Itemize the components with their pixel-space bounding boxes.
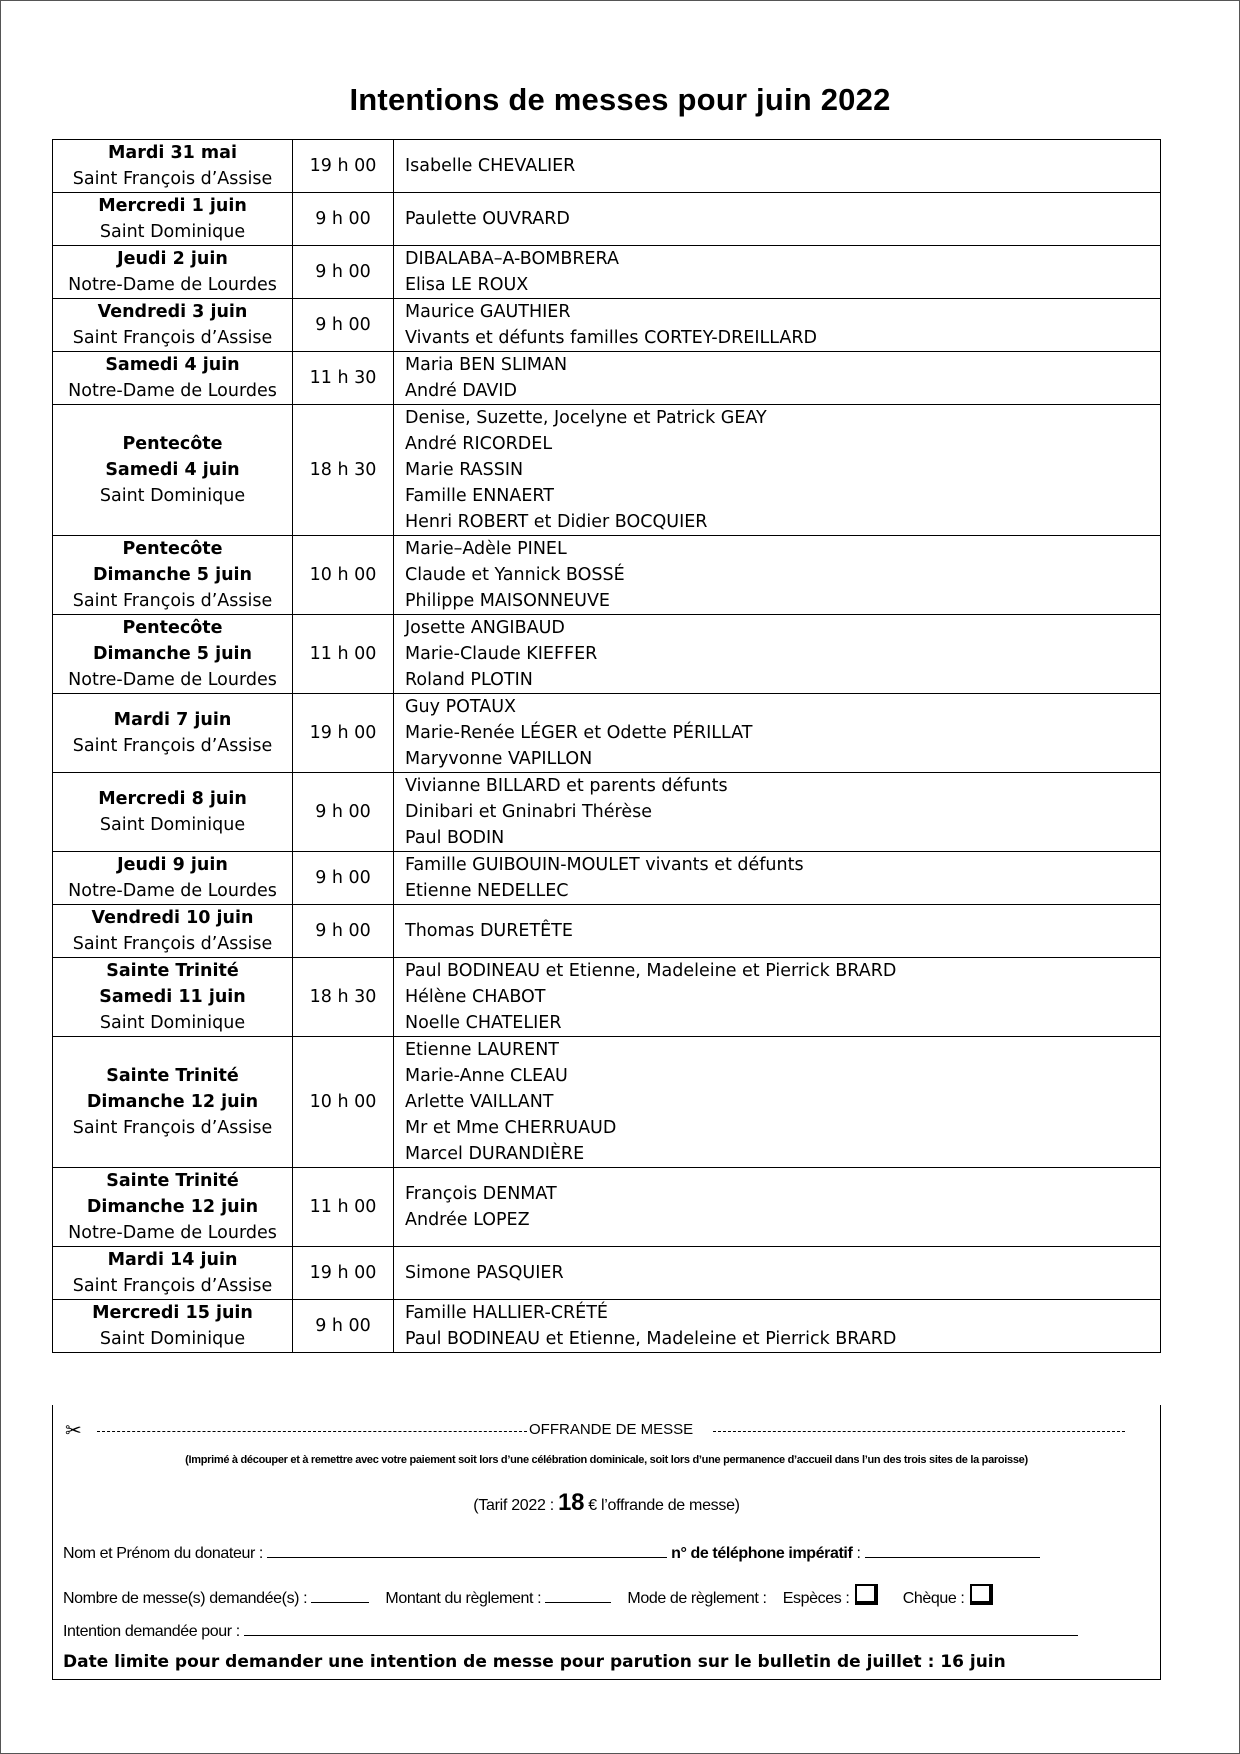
mass-time: 18 h 30 [309,987,377,1007]
mass-date-cell [53,352,293,405]
intention-name: Maurice GAUTHIER [405,302,571,322]
mass-time-cell [293,1037,394,1168]
intention-name: Josette ANGIBAUD [405,618,565,638]
mass-time: 9 h 00 [315,868,371,888]
mass-time: 18 h 30 [309,460,377,480]
table-row [53,615,1161,694]
mass-time: 9 h 00 [315,802,371,822]
intention-name: Dinibari et Gninabri Thérèse [405,802,652,822]
church-name: Saint Dominique [99,1013,246,1033]
mass-count-label: Nombre de messe(s) demandée(s) : [63,1590,308,1607]
intention-name: Thomas DURETÊTE [405,921,573,941]
intention-name: Marie-Anne CLEAU [405,1066,568,1086]
intention-name: Simone PASQUIER [405,1263,564,1283]
church-name: Saint Dominique [99,486,246,506]
intention-name: Elisa LE ROUX [405,275,529,295]
mass-date-cell [53,958,293,1037]
mass-time-cell [293,615,394,694]
intention-name: Denise, Suzette, Jocelyne et Patrick GEAY [405,408,767,428]
intention-name: Marie-Renée LÉGER et Odette PÉRILLAT [405,723,753,743]
mass-day-label: Pentecôte [122,434,223,454]
intentions-cell [394,773,1161,852]
mass-day-label: Vendredi 10 juin [91,908,254,928]
intentions-cell [394,852,1161,905]
mass-time-cell [293,1300,394,1353]
intention-name: Vivianne BILLARD et parents défunts [405,776,728,796]
mass-date-cell [53,140,293,193]
scissors-icon: ✂ [65,1420,82,1442]
mass-day-label: Vendredi 3 juin [97,302,248,322]
intentions-cell [394,536,1161,615]
phone-colon: : [852,1545,861,1562]
mass-date-cell [53,773,293,852]
mass-time: 11 h 00 [309,644,377,664]
mass-date-cell [53,1300,293,1353]
intention-name: Noelle CHATELIER [405,1013,562,1033]
church-name: Saint François d’Assise [72,736,273,756]
intentions-cell [394,1247,1161,1300]
mass-time-cell [293,1247,394,1300]
intention-name: Marcel DURANDIÈRE [405,1144,585,1164]
church-name: Saint François d’Assise [72,591,273,611]
mass-time: 9 h 00 [315,1316,371,1336]
amount-label: Montant du règlement : [385,1590,542,1607]
church-name: Notre-Dame de Lourdes [68,670,277,690]
cheque-checkbox[interactable] [970,1584,993,1605]
donor-row [63,1543,1040,1563]
intentions-cell [394,958,1161,1037]
intention-name: Paulette OUVRARD [405,209,570,229]
mass-day-label: Dimanche 5 juin [92,565,252,585]
mass-date-cell [53,615,293,694]
mass-day-label: Pentecôte [122,618,223,638]
mass-day-label: Mercredi 1 juin [98,196,247,216]
mass-day-label: Dimanche 5 juin [92,644,252,664]
coupon-instructions: (Imprimé à découper et à remettre avec votre paiement soit lors d’une célébration dominicale, soit lors d’une permanence d’accueil dans l’un des trois sites de la paroisse) [185,1454,1028,1466]
intentions-cell [394,352,1161,405]
intention-name: Mr et Mme CHERRUAUD [405,1118,617,1138]
cheque-label: Chèque : [902,1590,965,1607]
cut-dashes-right [713,1431,1125,1432]
table-row [53,193,1161,246]
intentions-cell [394,615,1161,694]
intention-name: Roland PLOTIN [405,670,533,690]
intention-name: Hélène CHABOT [405,987,546,1007]
intention-name: Etienne LAURENT [405,1040,559,1060]
cut-line [63,1421,1143,1441]
mass-date-cell [53,694,293,773]
mass-time-cell [293,536,394,615]
church-name: Saint François d’Assise [72,934,273,954]
mass-time: 19 h 00 [309,723,377,743]
table-row [53,246,1161,299]
table-row [53,1247,1161,1300]
intentions-cell [394,905,1161,958]
church-name: Saint Dominique [99,815,246,835]
intention-label: Intention demandée pour : [63,1623,240,1640]
tarif-line [53,1489,1160,1517]
mass-day-label: Mercredi 15 juin [92,1303,253,1323]
intentions-cell [394,1037,1161,1168]
church-name: Saint François d’Assise [72,1276,273,1296]
church-name: Saint Dominique [99,1329,246,1349]
mass-time: 9 h 00 [315,209,371,229]
tarif-suffix: € l’offrande de messe) [584,1497,740,1514]
intention-name: Marie RASSIN [405,460,524,480]
amount-field[interactable] [545,1588,611,1603]
mass-date-cell [53,1247,293,1300]
intentions-cell [394,1168,1161,1247]
tarif-amount: 18 [558,1489,585,1516]
intentions-cell [394,405,1161,536]
church-name: Saint François d’Assise [72,1118,273,1138]
mass-time-cell [293,1168,394,1247]
mass-intentions-table [52,139,1161,1353]
church-name: Saint François d’Assise [72,328,273,348]
donor-label: Nom et Prénom du donateur : [63,1545,263,1562]
mass-day-label: Sainte Trinité [106,1066,239,1086]
table-row [53,299,1161,352]
intention-name: Famille HALLIER-CRÉTÉ [405,1303,608,1323]
intention-name: André DAVID [405,381,517,401]
intention-name: Marie–Adèle PINEL [405,539,567,559]
mass-time: 19 h 00 [309,156,377,176]
intention-name: Arlette VAILLANT [405,1092,554,1112]
intention-name: Maryvonne VAPILLON [405,749,593,769]
mass-time-cell [293,694,394,773]
mass-day-label: Mercredi 8 juin [98,789,247,809]
church-name: Notre-Dame de Lourdes [68,381,277,401]
mass-date-cell [53,193,293,246]
table-row [53,1037,1161,1168]
mass-time: 9 h 00 [315,921,371,941]
table-row [53,1168,1161,1247]
intention-name: Famille GUIBOUIN-MOULET vivants et défunts [405,855,804,875]
intentions-cell [394,1300,1161,1353]
intentions-cell [394,140,1161,193]
table-row [53,536,1161,615]
table-row [53,1300,1161,1353]
mass-date-cell [53,405,293,536]
intention-name: Isabelle CHEVALIER [405,156,576,176]
table-row [53,852,1161,905]
offering-coupon [52,1405,1161,1680]
deadline-notice: Date limite pour demander une intention de messe pour parution sur le bulletin de juillet : 16 juin [63,1652,1006,1672]
mass-day-label: Sainte Trinité [106,961,239,981]
intention-name: Etienne NEDELLEC [405,881,569,901]
mass-time: 10 h 00 [309,565,377,585]
mass-day-label: Mardi 7 juin [113,710,232,730]
intention-name: Henri ROBERT et Didier BOCQUIER [405,512,708,532]
intention-name: Guy POTAUX [405,697,516,717]
intention-name: Paul BODIN [405,828,505,848]
table-row [53,140,1161,193]
intention-name: Andrée LOPEZ [405,1210,530,1230]
donor-name-field[interactable] [267,1543,667,1558]
table-row [53,958,1161,1037]
payment-mode-label: Mode de règlement : [627,1590,767,1607]
mass-time-cell [293,852,394,905]
mass-time-cell [293,140,394,193]
intentions-cell [394,299,1161,352]
mass-day-label: Mardi 14 juin [107,1250,238,1270]
mass-date-cell [53,299,293,352]
intention-name: Claude et Yannick BOSSÉ [405,565,625,585]
intention-name: Philippe MAISONNEUVE [405,591,610,611]
mass-day-label: Sainte Trinité [106,1171,239,1191]
intentions-cell [394,246,1161,299]
intentions-cell [394,694,1161,773]
mass-time-cell [293,299,394,352]
mass-day-label: Jeudi 2 juin [117,249,228,269]
table-row [53,905,1161,958]
intention-name: Marie-Claude KIEFFER [405,644,598,664]
mass-time: 9 h 00 [315,315,371,335]
mass-day-label: Samedi 4 juin [105,355,240,375]
church-name: Saint François d’Assise [72,169,273,189]
mass-day-label: Mardi 31 mai [108,143,237,163]
mass-day-label: Pentecôte [122,539,223,559]
mass-time: 11 h 30 [309,368,377,388]
mass-day-label: Samedi 4 juin [105,460,240,480]
mass-day-label: Jeudi 9 juin [117,855,228,875]
mass-time-cell [293,905,394,958]
mass-time: 10 h 00 [309,1092,377,1112]
cash-checkbox[interactable] [855,1584,878,1605]
church-name: Notre-Dame de Lourdes [68,1223,277,1243]
intention-name: Maria BEN SLIMAN [405,355,568,375]
mass-count-field[interactable] [311,1588,369,1603]
intention-name: Famille ENNAERT [405,486,554,506]
table-row [53,352,1161,405]
phone-label: n° de téléphone impératif [671,1545,853,1562]
mass-time-cell [293,246,394,299]
cash-label: Espèces : [782,1590,850,1607]
mass-time-cell [293,773,394,852]
table-body [53,140,1161,1353]
mass-day-label: Dimanche 12 juin [86,1197,259,1217]
intention-name: Vivants et défunts familles CORTEY-DREILLARD [405,328,817,348]
intention-row [63,1621,1078,1641]
table-row [53,405,1161,536]
phone-field[interactable] [865,1543,1040,1558]
mass-date-cell [53,536,293,615]
intention-name: DIBALABA–A-BOMBRERA [405,249,619,269]
mass-date-cell [53,1037,293,1168]
intentions-cell [394,193,1161,246]
mass-date-cell [53,1168,293,1247]
mass-time-cell [293,352,394,405]
intention-name: Paul BODINEAU et Etienne, Madeleine et Pierrick BRARD [405,1329,897,1349]
mass-day-label: Samedi 11 juin [99,987,246,1007]
mass-time-cell [293,405,394,536]
church-name: Saint Dominique [99,222,246,242]
mass-time-cell [293,958,394,1037]
intention-name: François DENMAT [405,1184,557,1204]
cut-line-label: OFFRANDE DE MESSE [529,1421,694,1438]
mass-date-cell [53,905,293,958]
mass-day-label: Dimanche 12 juin [86,1092,259,1112]
mass-time: 9 h 00 [315,262,371,282]
intention-name: Paul BODINEAU et Etienne, Madeleine et Pierrick BRARD [405,961,897,981]
table-row [53,694,1161,773]
intention-name: André RICORDEL [405,434,553,454]
mass-time: 11 h 00 [309,1197,377,1217]
intention-field[interactable] [244,1621,1078,1636]
table-row [53,773,1161,852]
mass-date-cell [53,852,293,905]
page-title: Intentions de messes pour juin 2022 [349,82,891,117]
payment-row [63,1584,993,1608]
cut-dashes-left [97,1431,527,1432]
mass-time: 19 h 00 [309,1263,377,1283]
tarif-prefix: (Tarif 2022 : [473,1497,559,1514]
church-name: Notre-Dame de Lourdes [68,881,277,901]
church-name: Notre-Dame de Lourdes [68,275,277,295]
mass-time-cell [293,193,394,246]
mass-date-cell [53,246,293,299]
